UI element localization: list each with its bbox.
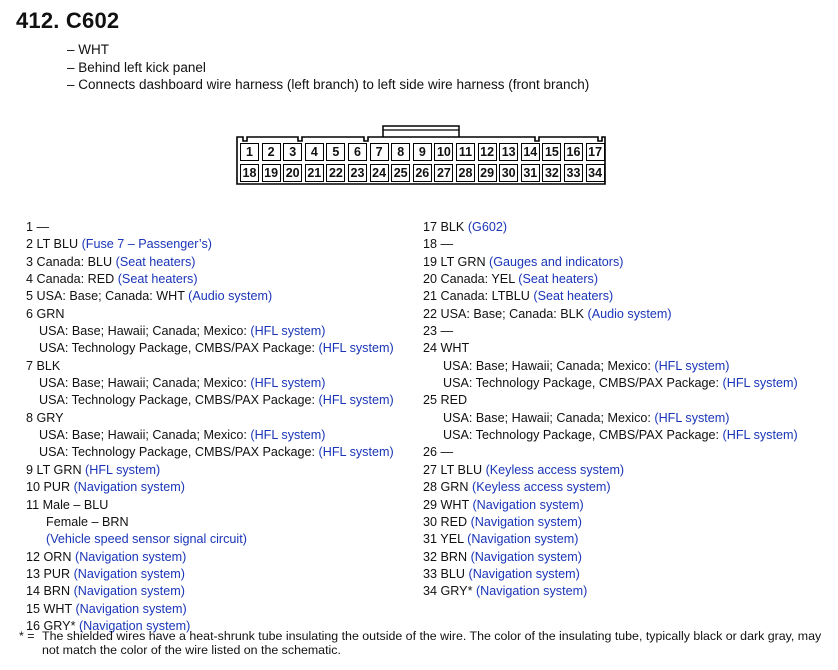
pin-entry <box>423 340 833 392</box>
pin-number: 33 <box>423 566 438 581</box>
system-reference-link[interactable]: (Fuse 7 – Passenger’s) <box>81 237 212 252</box>
pin-entry <box>423 583 833 600</box>
system-reference-link[interactable]: (HFL system) <box>654 410 730 425</box>
wire-description: USA: Base; Hawaii; Canada; Mexico: <box>443 410 651 425</box>
pin-entry <box>26 601 416 618</box>
connector-pin-2: 2 <box>262 143 281 161</box>
wire-description: ORN <box>43 549 72 564</box>
pin-line <box>423 583 833 600</box>
system-reference-link[interactable]: (Navigation system) <box>468 566 580 581</box>
pin-line <box>423 410 833 427</box>
pin-line <box>423 479 833 496</box>
connector-pin-22: 22 <box>326 164 345 182</box>
pin-number: 13 <box>26 566 41 581</box>
pin-number: 7 <box>26 358 34 373</box>
system-reference-link[interactable]: (HFL system) <box>250 376 326 391</box>
wire-description: — <box>440 445 454 460</box>
pin-line <box>26 549 416 566</box>
pin-number: 4 <box>26 272 34 287</box>
wire-description: USA: Base; Hawaii; Canada; Mexico: <box>39 376 247 391</box>
wire-description: USA: Technology Package, CMBS/PAX Package: <box>39 393 316 408</box>
wire-description: BLK <box>36 358 61 373</box>
pin-line <box>423 444 833 461</box>
system-reference-link[interactable]: (Vehicle speed sensor signal circuit) <box>46 532 247 547</box>
connector-pin-7: 7 <box>370 143 389 161</box>
system-reference-link[interactable]: (Keyless access system) <box>472 480 611 495</box>
pin-line <box>423 306 833 323</box>
pin-line <box>26 583 416 600</box>
pin-line <box>423 392 833 409</box>
description-connects: – Connects dashboard wire harness (left branch) to left side wire harness (front branch) <box>67 77 590 92</box>
wire-description: USA: Base; Canada: BLK <box>440 306 585 321</box>
connector-pin-31: 31 <box>521 164 540 182</box>
pin-line <box>26 462 416 479</box>
wire-description: USA: Technology Package, CMBS/PAX Package: <box>443 376 720 391</box>
system-reference-link[interactable]: (Audio system) <box>188 289 273 304</box>
pin-line <box>26 375 416 392</box>
connector-pin-14: 14 <box>521 143 540 161</box>
system-reference-link[interactable]: (Keyless access system) <box>485 462 625 477</box>
system-reference-link[interactable]: (Seat heaters) <box>115 254 196 269</box>
page-title: 412. C602 <box>16 8 120 33</box>
system-reference-link[interactable]: (Navigation system) <box>73 566 185 581</box>
pin-list-left <box>26 219 416 635</box>
pin-entry <box>26 410 416 462</box>
system-reference-link[interactable]: (Navigation system) <box>472 497 584 512</box>
connector-pin-32: 32 <box>542 164 561 182</box>
pin-entry <box>423 531 833 548</box>
connector-pin-26: 26 <box>413 164 432 182</box>
pin-entry <box>26 358 416 410</box>
pin-line <box>423 236 833 253</box>
footnote-text: The shielded wires have a heat-shrunk tube insulating the outside of the wire. The color of the insulating tube, typically black or dark gray, may not match the color of the wire listed on the schematic. <box>42 629 822 657</box>
system-reference-link[interactable]: (HFL system) <box>250 428 326 443</box>
description-color: – WHT <box>67 42 109 57</box>
wire-description: Canada: YEL <box>440 272 515 287</box>
wire-description: WHT <box>440 341 470 356</box>
pin-number: 32 <box>423 549 438 564</box>
pin-entry <box>423 236 833 253</box>
pin-entry <box>26 479 416 496</box>
pin-line <box>423 288 833 305</box>
pin-number: 16 <box>26 618 41 633</box>
wire-description: — <box>440 324 454 339</box>
pin-entry <box>423 392 833 444</box>
wire-description: BRN <box>43 584 71 599</box>
connector-pin-20: 20 <box>283 164 302 182</box>
connector-pin-4: 4 <box>305 143 324 161</box>
pin-number: 29 <box>423 497 438 512</box>
connector-pin-25: 25 <box>391 164 410 182</box>
pin-number: 1 <box>26 220 34 234</box>
connector-pin-1: 1 <box>240 143 259 161</box>
pin-entry <box>423 462 833 479</box>
pin-line <box>423 514 833 531</box>
description-location: – Behind left kick panel <box>67 59 206 75</box>
connector-pin-27: 27 <box>434 164 453 182</box>
pin-entry <box>26 254 416 271</box>
pin-entry <box>423 549 833 566</box>
wire-description: RED <box>440 393 468 408</box>
system-reference-link[interactable]: (Audio system) <box>587 306 672 321</box>
pin-line <box>26 323 416 340</box>
system-reference-link[interactable]: (HFL system) <box>654 358 730 373</box>
pin-line <box>26 444 416 461</box>
wire-description: GRY* <box>43 618 76 633</box>
system-reference-link[interactable]: (HFL system) <box>85 462 161 477</box>
pin-entry <box>423 219 833 236</box>
pin-entry <box>423 306 833 323</box>
system-reference-link[interactable]: (Navigation system) <box>75 549 187 564</box>
connector-pin-9: 9 <box>413 143 432 161</box>
connector-pin-18: 18 <box>240 164 259 182</box>
pin-line <box>423 497 833 514</box>
wire-description: USA: Base; Hawaii; Canada; Mexico: <box>39 428 247 443</box>
pin-entry <box>26 462 416 479</box>
wire-description: LT GRN <box>36 462 82 477</box>
system-reference-link[interactable]: (G602) <box>467 220 508 234</box>
pin-line <box>26 479 416 496</box>
pin-entry <box>26 583 416 600</box>
system-reference-link[interactable]: (Seat heaters) <box>117 272 198 287</box>
pin-line <box>423 323 833 340</box>
connector-pin-29: 29 <box>478 164 497 182</box>
connector-pin-12: 12 <box>478 143 497 161</box>
wire-description: — <box>36 220 50 234</box>
wire-description: Male – BLU <box>42 497 109 512</box>
pin-line <box>423 375 833 392</box>
connector-pin-3: 3 <box>283 143 302 161</box>
wire-description: USA: Base; Canada: WHT <box>36 289 185 304</box>
system-reference-link[interactable]: (Gauges and indicators) <box>489 254 624 269</box>
connector-pin-28: 28 <box>456 164 475 182</box>
pin-entry <box>423 288 833 305</box>
connector-pin-33: 33 <box>564 164 583 182</box>
system-reference-link[interactable]: (HFL system) <box>722 376 798 391</box>
wire-description: BLK <box>440 220 465 234</box>
pin-entry <box>423 479 833 496</box>
pin-entry <box>423 497 833 514</box>
wire-description: YEL <box>440 532 464 547</box>
pin-entry <box>26 549 416 566</box>
connector-pin-11: 11 <box>456 143 475 161</box>
wire-description: LT BLU <box>36 237 79 252</box>
wire-description: BRN <box>440 549 468 564</box>
connector-pin-34: 34 <box>586 164 605 182</box>
system-reference-link[interactable]: (HFL system) <box>722 428 798 443</box>
pin-number: 10 <box>26 480 41 495</box>
wire-description: USA: Technology Package, CMBS/PAX Package: <box>443 428 720 443</box>
pin-number: 8 <box>26 410 34 425</box>
pin-number: 5 <box>26 289 34 304</box>
pin-number: 31 <box>423 532 438 547</box>
wire-description: USA: Technology Package, CMBS/PAX Package: <box>39 445 316 460</box>
system-reference-link[interactable]: (Navigation system) <box>73 584 185 599</box>
pin-number: 26 <box>423 445 438 460</box>
pin-line <box>26 410 416 427</box>
connector-pin-19: 19 <box>262 164 281 182</box>
wire-description: WHT <box>43 601 72 616</box>
pin-line <box>26 254 416 271</box>
connector-pin-30: 30 <box>499 164 518 182</box>
pin-line <box>26 427 416 444</box>
connector-pin-16: 16 <box>564 143 583 161</box>
footnote-marker: * = <box>19 629 35 643</box>
connector-pin-10: 10 <box>434 143 453 161</box>
pin-number: 19 <box>423 254 438 269</box>
pin-number: 25 <box>423 393 438 408</box>
pin-entry <box>26 566 416 583</box>
connector-pin-17: 17 <box>586 143 605 161</box>
wire-description: BLU <box>440 566 466 581</box>
pin-line <box>26 358 416 375</box>
pin-number: 24 <box>423 341 438 356</box>
wire-description: LT BLU <box>440 462 483 477</box>
pin-line <box>26 306 416 323</box>
wire-description: GRY* <box>440 584 473 599</box>
pin-number: 11 <box>26 497 40 512</box>
pin-line <box>423 462 833 479</box>
wire-description: Canada: BLU <box>36 254 113 269</box>
connector-diagram <box>236 126 606 188</box>
pin-line <box>423 219 833 236</box>
pin-number: 34 <box>423 584 438 599</box>
pin-entry <box>423 514 833 531</box>
wire-description: PUR <box>43 566 71 581</box>
pin-line <box>423 254 833 271</box>
wire-description: — <box>440 237 454 252</box>
pin-number: 30 <box>423 514 438 529</box>
system-reference-link[interactable]: (Seat heaters) <box>533 289 614 304</box>
pin-number: 21 <box>423 289 438 304</box>
wire-description: USA: Base; Hawaii; Canada; Mexico: <box>443 358 651 373</box>
pin-number: 20 <box>423 272 438 287</box>
pin-line <box>423 271 833 288</box>
wire-description: GRN <box>440 480 469 495</box>
pin-entry <box>26 271 416 288</box>
pin-number: 2 <box>26 237 34 252</box>
wire-description: USA: Technology Package, CMBS/PAX Package: <box>39 341 316 356</box>
pin-entry <box>423 566 833 583</box>
system-reference-link[interactable]: (HFL system) <box>318 341 394 356</box>
pin-line <box>423 340 833 357</box>
pin-number: 23 <box>423 324 438 339</box>
pin-line <box>26 271 416 288</box>
pin-entry <box>423 323 833 340</box>
wire-description: Canada: LTBLU <box>440 289 534 304</box>
wire-description: WHT <box>440 497 469 512</box>
pin-entry <box>423 254 833 271</box>
pin-number: 9 <box>26 462 34 477</box>
wire-description: USA: Base; Hawaii; Canada; Mexico: <box>39 324 247 339</box>
pin-line <box>26 566 416 583</box>
system-reference-link[interactable]: (Navigation system) <box>467 532 579 547</box>
system-reference-link[interactable]: (HFL system) <box>250 324 326 339</box>
wire-description: Canada: RED <box>36 272 115 287</box>
system-reference-link[interactable]: (HFL system) <box>318 445 394 460</box>
connector-description <box>67 41 589 94</box>
connector-pin-21: 21 <box>305 164 324 182</box>
pin-entry <box>26 236 416 253</box>
pin-line <box>423 531 833 548</box>
pin-entry <box>26 497 416 549</box>
system-reference-link[interactable]: (Navigation system) <box>78 618 191 633</box>
pin-number: 15 <box>26 601 41 616</box>
connector-pin-15: 15 <box>542 143 561 161</box>
pin-list-right <box>423 219 833 601</box>
pin-number: 22 <box>423 306 438 321</box>
system-reference-link[interactable]: (Navigation system) <box>470 514 582 529</box>
wire-description: Female – BRN <box>46 514 129 529</box>
pin-line <box>26 288 416 305</box>
pin-line <box>423 549 833 566</box>
pin-number: 28 <box>423 480 438 495</box>
pin-number: 12 <box>26 549 41 564</box>
wire-description: PUR <box>43 480 71 495</box>
pin-entry <box>26 306 416 358</box>
pin-line <box>26 497 416 514</box>
connector-pin-24: 24 <box>370 164 389 182</box>
connector-pin-8: 8 <box>391 143 410 161</box>
pin-number: 14 <box>26 584 41 599</box>
pin-line <box>26 219 416 236</box>
wire-description: RED <box>440 514 468 529</box>
pin-line <box>26 236 416 253</box>
pin-number: 17 <box>423 220 438 234</box>
connector-pin-6: 6 <box>348 143 367 161</box>
system-reference-link[interactable]: (Seat heaters) <box>518 272 599 287</box>
pin-line <box>26 392 416 409</box>
pin-entry <box>26 288 416 305</box>
system-reference-link[interactable]: (Navigation system) <box>475 584 588 599</box>
pin-line <box>423 566 833 583</box>
system-reference-link[interactable]: (Navigation system) <box>470 549 582 564</box>
pin-line <box>423 427 833 444</box>
connector-pin-23: 23 <box>348 164 367 182</box>
wire-description: GRY <box>36 410 64 425</box>
pin-line <box>423 358 833 375</box>
connector-pin-5: 5 <box>326 143 345 161</box>
pin-number: 3 <box>26 254 34 269</box>
pin-entry <box>423 271 833 288</box>
pin-line <box>26 514 416 531</box>
pin-line <box>26 531 416 548</box>
wire-description: GRN <box>36 306 65 321</box>
pin-number: 6 <box>26 306 34 321</box>
pin-entry <box>423 444 833 461</box>
system-reference-link[interactable]: (Navigation system) <box>75 601 187 616</box>
pin-number: 18 <box>423 237 438 252</box>
wire-description: LT GRN <box>440 254 486 269</box>
connector-pin-13: 13 <box>499 143 518 161</box>
pin-line <box>26 601 416 618</box>
pin-line <box>26 340 416 357</box>
pin-number: 27 <box>423 462 438 477</box>
pin-entry <box>26 219 416 236</box>
system-reference-link[interactable]: (Navigation system) <box>73 480 185 495</box>
system-reference-link[interactable]: (HFL system) <box>318 393 394 408</box>
